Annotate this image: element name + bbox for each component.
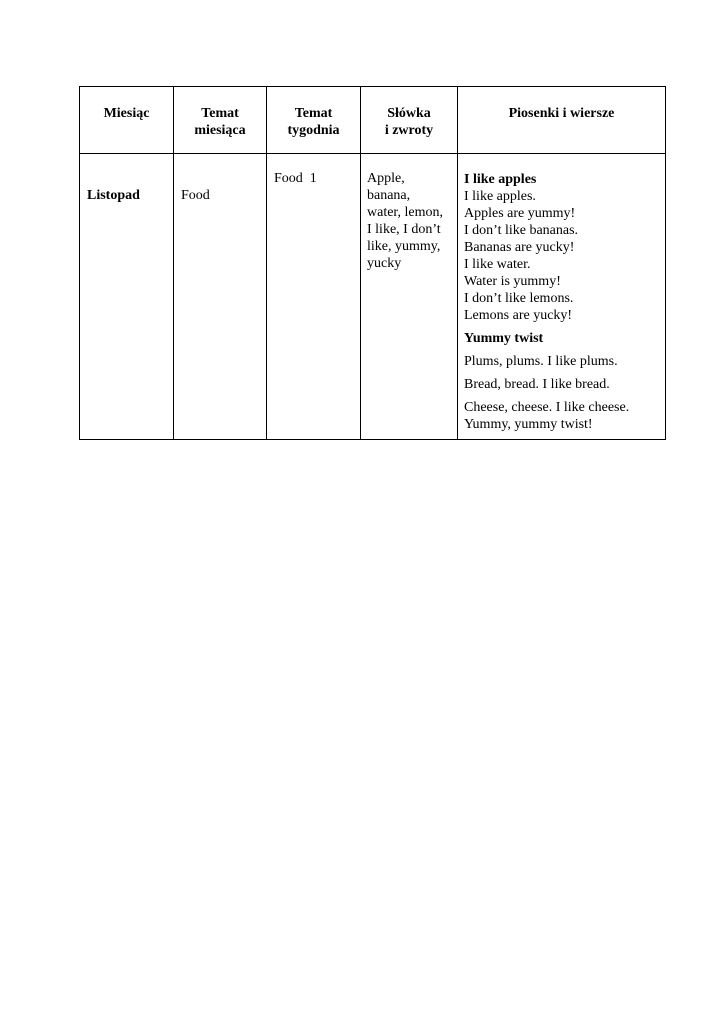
vocab-line: banana,	[367, 188, 411, 203]
song-title: Yummy twist	[464, 331, 544, 346]
header-vocab: Słówka i zwroty	[361, 87, 458, 154]
song-line: Lemons are yucky!	[464, 308, 573, 323]
song-line: Apples are yummy!	[464, 206, 576, 221]
table-row	[80, 154, 666, 440]
cell-month: Listopad	[80, 154, 174, 440]
vocab-line: I like, I don’t	[367, 222, 441, 237]
song-line: Water is yummy!	[464, 274, 561, 289]
vocab-line: water, lemon,	[367, 205, 444, 220]
cell-week-topic: Food 1	[267, 154, 361, 440]
song-line: I like water.	[464, 257, 531, 272]
vocab-line: Apple,	[367, 171, 405, 186]
song-title: I like apples	[464, 172, 537, 187]
header-songs: Piosenki i wiersze	[458, 87, 666, 154]
header-month-topic: Temat miesiąca	[174, 87, 267, 154]
song-line: Bread, bread. I like bread.	[464, 377, 610, 392]
song-line: Bananas are yucky!	[464, 240, 575, 255]
song-line: Cheese, cheese. I like cheese.	[464, 400, 630, 415]
lesson-plan-table	[79, 86, 666, 440]
vocab-line: like, yummy,	[367, 239, 441, 254]
song-line: Plums, plums. I like plums.	[464, 354, 618, 369]
header-row	[80, 87, 666, 154]
song-line: I like apples.	[464, 189, 536, 204]
cell-month-topic: Food	[174, 154, 267, 440]
song-line: I don’t like lemons.	[464, 291, 574, 306]
vocab-line: yucky	[367, 256, 402, 271]
song-line: I don’t like bananas.	[464, 223, 579, 238]
cell-vocab	[361, 154, 458, 440]
song-line: Yummy, yummy twist!	[464, 417, 593, 432]
cell-songs	[458, 154, 666, 440]
header-month: Miesiąc	[80, 87, 174, 154]
header-week-topic: Temat tygodnia	[267, 87, 361, 154]
